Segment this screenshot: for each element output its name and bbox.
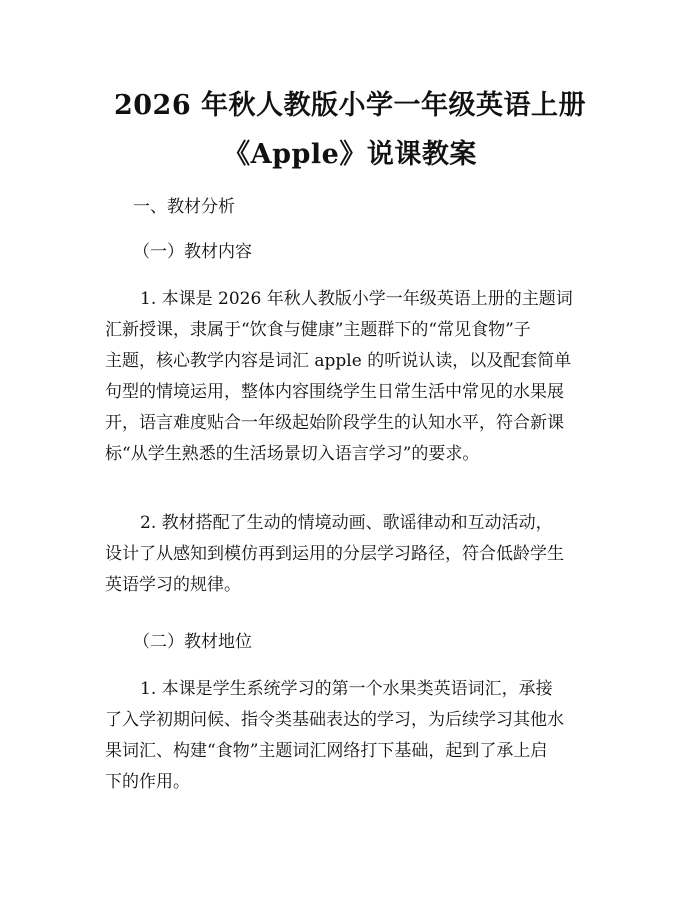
paragraph-line: 果词汇、构建“食物”主题词汇网络打下基础，起到了承上启 (105, 741, 548, 761)
paragraph-line: 标“从学生熟悉的生活场景切入语言学习”的要求。 (105, 444, 480, 464)
paragraph-line: 主题，核心教学内容是词汇 apple 的听说认读，以及配套简单 (105, 351, 572, 371)
paragraph-line: 2. 教材搭配了生动的情境动画、歌谣律动和互动活动， (140, 513, 553, 533)
paragraph-line: 开，语言难度贴合一年级起始阶段学生的认知水平，符合新课 (105, 413, 564, 433)
paragraph-line: 英语学习的规律。 (105, 575, 241, 595)
paragraph-line: 句型的情境运用，整体内容围绕学生日常生活中常见的水果展 (105, 382, 564, 402)
document-title-line2: 《Apple》说课教案 (223, 139, 477, 170)
section-heading-materials-analysis: 一、教材分析 (133, 197, 235, 217)
paragraph-content-1 (105, 284, 600, 470)
document-title-line1: 2026 年秋人教版小学一年级英语上册 (113, 90, 587, 121)
paragraph-line: 1. 本课是学生系统学习的第一个水果类英语词汇，承接 (140, 679, 553, 699)
paragraph-line: 下的作用。 (105, 772, 190, 792)
subsection-heading-position: （二）教材地位 (133, 632, 252, 652)
subsection-heading-content: （一）教材内容 (133, 242, 252, 262)
paragraph-content-2 (105, 508, 600, 601)
paragraph-line: 汇新授课，隶属于“饮食与健康”主题群下的“常见食物”子 (105, 320, 531, 340)
paragraph-position-1 (105, 674, 600, 798)
paragraph-line: 了入学初期问候、指令类基础表达的学习，为后续学习其他水 (105, 710, 564, 730)
paragraph-line: 1. 本课是 2026 年秋人教版小学一年级英语上册的主题词 (140, 289, 573, 309)
paragraph-line: 设计了从感知到模仿再到运用的分层学习路径，符合低龄学生 (105, 544, 564, 564)
